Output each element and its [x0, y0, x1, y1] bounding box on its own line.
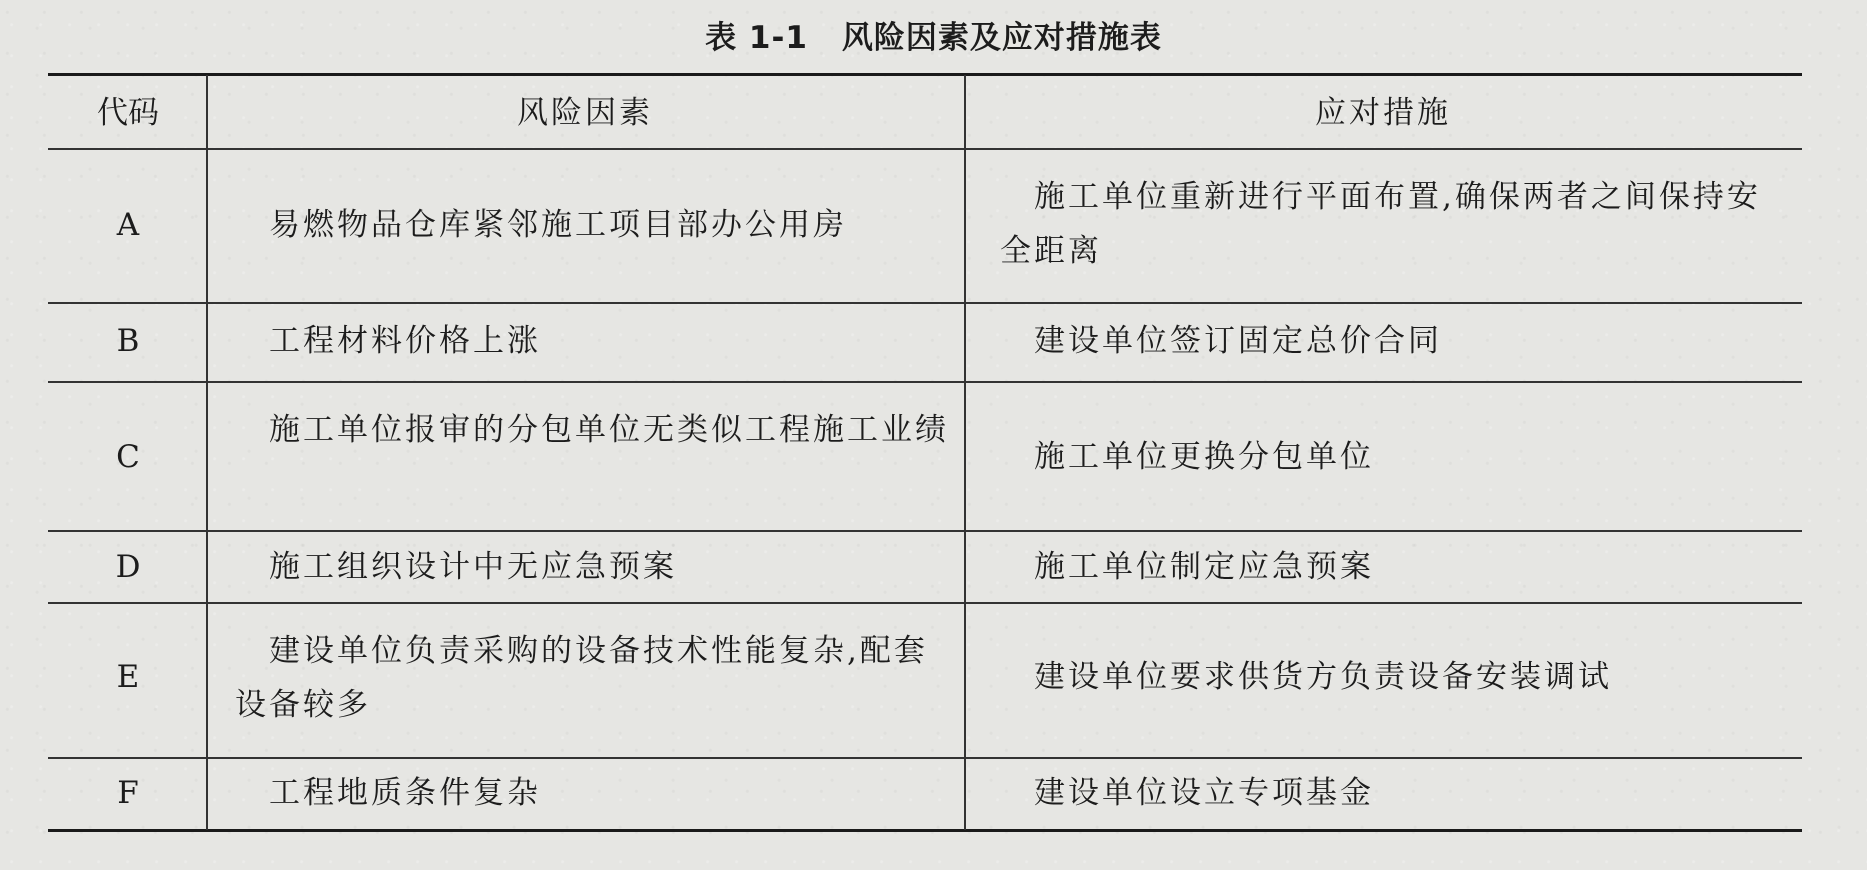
row-f-risk: 工程地质条件复杂	[269, 775, 541, 811]
row-divider-b	[48, 381, 1802, 383]
row-e-risk: 建设单位负责采购的设备技术性能复杂,配套设备较多	[235, 633, 928, 723]
row-d-risk: 施工组织设计中无应急预案	[269, 549, 677, 585]
row-divider-d	[48, 602, 1802, 604]
row-a-measure: 施工单位重新进行平面布置,确保两者之间保持安全距离	[1000, 179, 1761, 269]
row-f-measure: 建设单位设立专项基金	[1034, 775, 1374, 811]
row-d-measure: 施工单位制定应急预案	[1034, 549, 1374, 585]
table-caption: 风险因素及应对措施表	[841, 20, 1162, 56]
row-a-risk: 易燃物品仓库紧邻施工项目部办公用房	[269, 207, 847, 243]
row-b-measure: 建设单位签订固定总价合同	[1034, 323, 1442, 359]
header-risk: 风险因素	[517, 95, 653, 131]
row-b-code: B	[116, 323, 140, 359]
header-divider	[48, 148, 1802, 150]
column-divider-2	[964, 75, 966, 830]
row-d-code: D	[115, 549, 141, 585]
row-f-code: F	[117, 775, 139, 811]
row-divider-a	[48, 302, 1802, 304]
header-measure: 应对措施	[1315, 95, 1451, 131]
row-e-measure: 建设单位要求供货方负责设备安装调试	[1034, 659, 1612, 695]
row-divider-c	[48, 530, 1802, 532]
row-e-code: E	[116, 659, 140, 695]
row-b-risk: 工程材料价格上涨	[269, 323, 541, 359]
row-a-code: A	[116, 207, 140, 243]
row-divider-e	[48, 757, 1802, 759]
row-c-code: C	[116, 439, 140, 475]
table-number: 表 1-1	[705, 20, 808, 56]
row-c-risk: 施工单位报审的分包单位无类似工程施工业绩	[269, 412, 949, 448]
row-c-measure: 施工单位更换分包单位	[1034, 439, 1374, 475]
header-code: 代码	[97, 95, 159, 131]
table-title	[0, 12, 1867, 57]
table-bottom-rule	[48, 829, 1802, 832]
table-top-rule	[48, 73, 1802, 76]
